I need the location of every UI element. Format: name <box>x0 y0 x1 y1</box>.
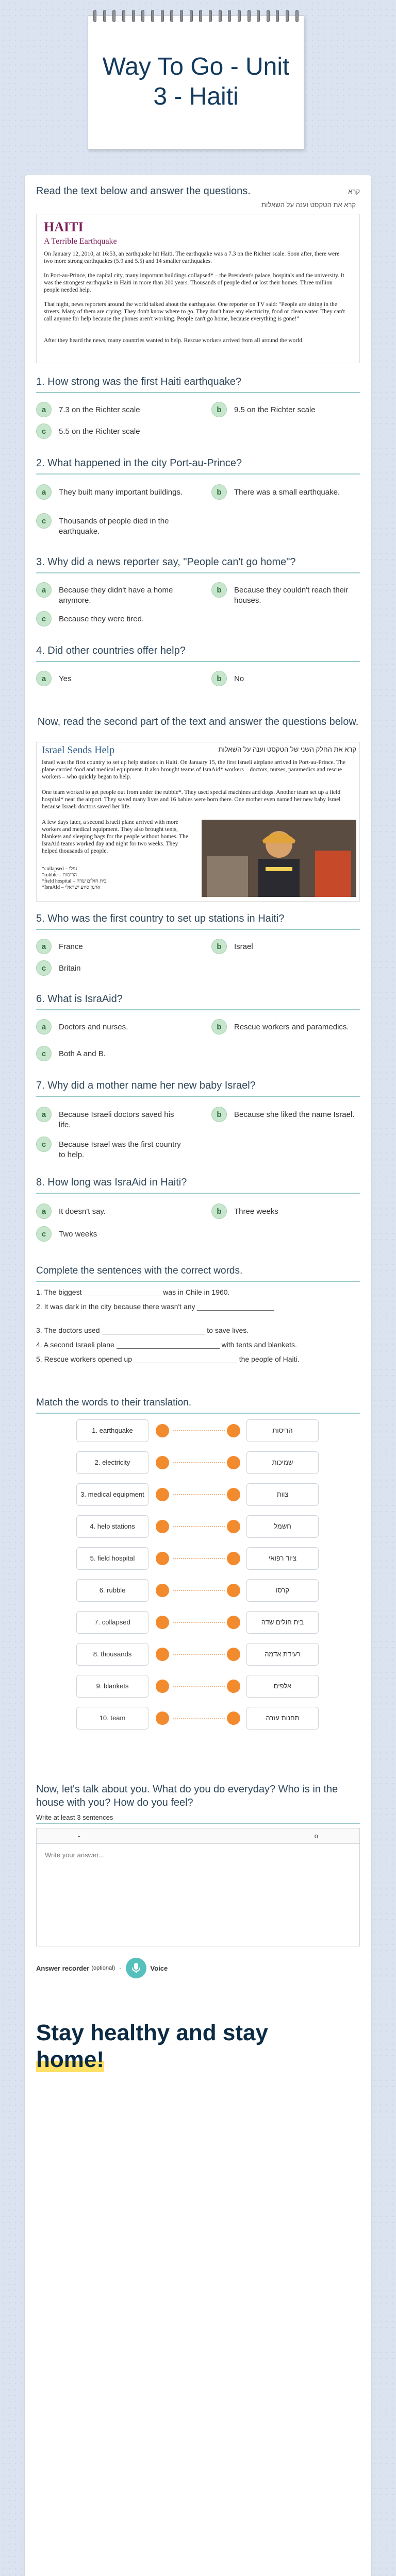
footer-message <box>36 2020 360 2073</box>
match-row <box>25 1578 371 1603</box>
part1-instruction-hebrew: קרא את הטקסט וענה על השאלות <box>261 201 356 209</box>
match-right-dot[interactable] <box>227 1584 240 1597</box>
match-left-dot[interactable] <box>156 1488 169 1501</box>
match-right-item[interactable]: קרסו <box>246 1579 319 1602</box>
blank-input[interactable] <box>102 1327 205 1334</box>
answer-recorder <box>36 1958 360 1978</box>
question-text: How strong was the first Haiti earthquake? <box>47 376 241 387</box>
passage-title: HAITI <box>44 219 84 234</box>
passage-subtitle: A Terrible Earthquake <box>44 237 117 246</box>
notepad-ring <box>257 10 260 22</box>
notepad-ring <box>219 10 222 22</box>
glossary-item: *rubble – הריסות <box>42 872 77 878</box>
match-connector <box>173 1558 225 1559</box>
match-left-dot[interactable] <box>156 1424 169 1437</box>
option-text: 7.3 on the Richter scale <box>59 405 140 414</box>
option-letter: c <box>36 611 52 626</box>
page-header <box>0 0 396 175</box>
option-text: Because they couldn't reach their houses. <box>234 586 349 605</box>
sentence-text: was in Chile in 1960. <box>163 1288 230 1296</box>
option-a[interactable] <box>36 939 186 954</box>
option-text: Two weeks <box>59 1230 97 1239</box>
question-number: 4. <box>36 645 45 656</box>
writing-prompt: Now, let's talk about you. What do you do everyday? Who is in the house with you? How do you feel? <box>36 1784 338 1808</box>
question-6 <box>36 993 360 1010</box>
match-row <box>25 1482 371 1507</box>
glossary-item: *collapsed – נפלו <box>42 866 77 872</box>
match-connector <box>173 1462 225 1463</box>
part1-instruction-hebrew-label: קרא <box>348 188 360 195</box>
passage-paragraph: That night, news reporters around the world talked about the earthquake. One reporter on TV said: "People are sitting in the streets. Many of them are crying. They don't know where to go. They don't have any electricity, food or clean water. They can't call anyone for help because the phones aren't working. People can't go home, because everything is gone!" <box>44 301 345 322</box>
question-rule <box>36 661 360 662</box>
option-c[interactable] <box>36 1226 186 1242</box>
match-connector <box>173 1686 225 1687</box>
question-number: 7. <box>36 1080 45 1091</box>
question-number: 2. <box>36 457 45 469</box>
option-b[interactable] <box>211 1107 361 1122</box>
passage-paragraph: One team worked to get people out from under the rubble*. They used special machines and dogs. Another team set up a field hospital* near the airport. They saved many lives and 16 babies were born there. One mother even named her new baby Israel because Israeli doctors saved her life. <box>42 789 341 810</box>
question-rule <box>36 929 360 930</box>
recorder-label: Answer recorder <box>36 1964 90 1972</box>
part2-instruction-hebrew: קרא את החלק השני של הטקסט וענה על השאלות <box>218 745 356 753</box>
toolbar-dash-button[interactable]: - <box>78 1832 80 1840</box>
match-connector <box>173 1654 225 1655</box>
question-2 <box>36 457 360 474</box>
match-connector <box>173 1622 225 1623</box>
option-c[interactable] <box>36 513 186 537</box>
match-left-item[interactable]: 1. earthquake <box>76 1419 148 1442</box>
passage-haiti <box>36 214 360 363</box>
option-letter: b <box>211 1204 227 1219</box>
option-text: Yes <box>59 674 72 683</box>
option-b[interactable] <box>211 1204 361 1219</box>
match-right-item[interactable]: חשמל <box>246 1515 319 1538</box>
recorder-voice-label: Voice <box>150 1964 168 1972</box>
question-rule <box>36 1009 360 1010</box>
match-connector <box>173 1430 225 1431</box>
match-left-dot[interactable] <box>156 1616 169 1629</box>
option-c[interactable] <box>36 960 186 976</box>
recorder-optional: (optional) <box>91 1965 116 1971</box>
question-4 <box>36 645 360 662</box>
sentence-1 <box>36 1288 360 1296</box>
option-text: Doctors and nurses. <box>59 1023 128 1031</box>
option-letter: a <box>36 484 52 500</box>
sentence-text: 1. The biggest <box>36 1288 82 1296</box>
match-right-dot[interactable] <box>227 1616 240 1629</box>
notepad-ring <box>122 10 125 22</box>
match-left-dot[interactable] <box>156 1711 169 1725</box>
question-text: Did other countries offer help? <box>47 645 186 656</box>
sentence-text: 5. Rescue workers opened up <box>36 1355 132 1363</box>
match-right-dot[interactable] <box>227 1648 240 1661</box>
question-number: 6. <box>36 993 45 1005</box>
option-b[interactable] <box>211 671 361 686</box>
match-row <box>25 1546 371 1571</box>
option-c[interactable] <box>36 1046 186 1061</box>
sentence-text: 3. The doctors used <box>36 1326 100 1334</box>
match-right-item[interactable]: בית חולים שדה <box>246 1611 319 1634</box>
match-right-item[interactable]: רעידת אדמה <box>246 1643 319 1666</box>
notepad-ring <box>228 10 231 22</box>
option-b[interactable] <box>211 939 361 954</box>
match-left-dot[interactable] <box>156 1552 169 1565</box>
notepad-ring <box>112 10 116 22</box>
match-left-item[interactable]: 6. rubble <box>76 1579 148 1602</box>
rescue-workers-photo <box>202 820 356 897</box>
match-row <box>25 1514 371 1539</box>
page-title: Way To Go - Unit 3 - Haiti <box>102 53 290 110</box>
matching-section <box>36 1397 360 1414</box>
option-text: Both A and B. <box>59 1049 106 1058</box>
option-letter: a <box>36 1019 52 1035</box>
option-text: Because they didn't have a home anymore. <box>59 586 173 605</box>
footer-line-2: home! <box>36 2047 104 2072</box>
question-rule <box>36 1096 360 1097</box>
option-letter: c <box>36 960 52 976</box>
option-letter: b <box>211 671 227 686</box>
option-letter: b <box>211 1019 227 1035</box>
match-left-item[interactable]: 5. field hospital <box>76 1547 148 1570</box>
match-right-item[interactable]: ציוד רפואי <box>246 1547 319 1570</box>
option-letter: a <box>36 1204 52 1219</box>
question-number: 5. <box>36 913 45 924</box>
option-letter: a <box>36 402 52 417</box>
section-rule <box>36 1823 360 1824</box>
option-a[interactable] <box>36 484 186 500</box>
sentence-text: to save lives. <box>207 1326 249 1334</box>
match-left-item[interactable]: 7. collapsed <box>76 1611 148 1634</box>
question-text: How long was IsraAid in Haiti? <box>47 1177 187 1188</box>
option-letter: a <box>36 582 52 598</box>
sentence-text: with tents and blankets. <box>221 1341 297 1349</box>
complete-heading: Complete the sentences with the correct words. <box>36 1265 243 1276</box>
option-c[interactable] <box>36 611 186 626</box>
sentence-text: 4. A second Israeli plane <box>36 1341 114 1349</box>
notepad-ring <box>93 10 96 22</box>
match-left-dot[interactable] <box>156 1584 169 1597</box>
notepad-ring <box>276 10 279 22</box>
question-number: 3. <box>36 556 45 568</box>
notepad-ring <box>199 10 202 22</box>
blank-input[interactable] <box>84 1289 161 1296</box>
match-left-item[interactable]: 3. medical equipment <box>76 1483 148 1506</box>
passage-paragraph: In Port-au-Prince, the capital city, many important buildings collapsed* – the President's palace, hospitals and the university. It was the strongest earthquake in Haiti in more than 200 years. Thousands of people died or lost their homes. Three million people needed help. <box>44 273 344 293</box>
question-text: What happened in the city Port-au-Prince? <box>47 457 242 469</box>
option-letter: c <box>36 1046 52 1061</box>
match-right-dot[interactable] <box>227 1456 240 1469</box>
match-left-dot[interactable] <box>156 1456 169 1469</box>
worksheet <box>25 175 371 2576</box>
match-row <box>25 1673 371 1699</box>
match-right-item[interactable]: צוות <box>246 1483 319 1506</box>
match-right-dot[interactable] <box>227 1552 240 1565</box>
option-letter: b <box>211 1107 227 1122</box>
notepad-ring <box>209 10 212 22</box>
notepad-ring <box>286 10 289 22</box>
sentence-3 <box>36 1326 360 1334</box>
match-connector <box>173 1494 225 1495</box>
question-rule <box>36 392 360 393</box>
match-left-item[interactable]: 2. electricity <box>76 1451 148 1474</box>
match-left-item[interactable]: 10. team <box>76 1707 148 1730</box>
microphone-icon <box>131 1962 141 1974</box>
option-letter: a <box>36 671 52 686</box>
match-row <box>25 1609 371 1635</box>
notepad-ring <box>103 10 106 22</box>
matching-heading: Match the words to their translation. <box>36 1397 191 1408</box>
option-text: 5.5 on the Richter scale <box>59 427 140 436</box>
recorder-dash: - <box>119 1964 122 1972</box>
microphone-button[interactable] <box>126 1958 146 1978</box>
question-text: Who was the first country to set up stations in Haiti? <box>47 913 285 924</box>
option-letter: b <box>211 484 227 500</box>
option-a[interactable] <box>36 402 186 417</box>
option-a[interactable] <box>36 1204 186 1219</box>
notepad-ring <box>190 10 193 22</box>
option-letter: c <box>36 423 52 439</box>
option-text: Because Israeli doctors saved his life. <box>59 1110 174 1129</box>
passage-title: Israel Sends Help <box>42 744 115 756</box>
option-text: Because she liked the name Israel. <box>234 1110 355 1119</box>
notepad-ring <box>151 10 154 22</box>
notepad-ring <box>238 10 241 22</box>
sentence-5 <box>36 1355 360 1363</box>
question-text: What is IsraAid? <box>47 993 123 1005</box>
option-c[interactable] <box>36 423 186 439</box>
sentence-4 <box>36 1341 360 1349</box>
title-notepad <box>88 15 304 149</box>
option-a[interactable] <box>36 671 186 686</box>
option-text: Rescue workers and paramedics. <box>234 1023 349 1031</box>
passage-israel-sends-help <box>36 742 360 902</box>
option-text: France <box>59 942 83 951</box>
match-right-dot[interactable] <box>227 1711 240 1725</box>
match-left-item[interactable]: 9. blankets <box>76 1675 148 1698</box>
match-right-item[interactable]: הריסות <box>246 1419 319 1442</box>
match-row <box>25 1418 371 1444</box>
section-rule <box>36 1413 360 1414</box>
match-right-item[interactable]: שמיכות <box>246 1451 319 1474</box>
match-right-item[interactable]: אלפים <box>246 1675 319 1698</box>
notepad-rings <box>93 10 299 22</box>
complete-section <box>36 1265 360 1282</box>
sentence-2 <box>36 1302 360 1311</box>
match-left-item[interactable]: 4. help stations <box>76 1515 148 1538</box>
notepad-ring <box>267 10 270 22</box>
editor-toolbar <box>36 1828 360 1843</box>
blank-input[interactable] <box>197 1303 274 1311</box>
question-3 <box>36 556 360 573</box>
question-text: Why did a news reporter say, "People can't go home"? <box>47 556 296 568</box>
option-letter: c <box>36 513 52 529</box>
option-text: It doesn't say. <box>59 1207 106 1216</box>
passage-paragraph: On January 12, 2010, at 16:53, an earthquake hit Haiti. The earthquake was a 7.3 on the Richter scale. Soon after, there were two more strong earthquakes (5.9 and 5.5) and 14 smaller earthquakes. <box>44 251 340 264</box>
notepad-ring <box>170 10 173 22</box>
question-number: 1. <box>36 376 45 387</box>
match-connector <box>173 1590 225 1591</box>
option-b[interactable] <box>211 402 361 417</box>
option-b[interactable] <box>211 484 361 500</box>
option-text: 9.5 on the Richter scale <box>234 405 316 414</box>
question-rule <box>36 1193 360 1194</box>
option-a[interactable] <box>36 1019 186 1035</box>
match-connector <box>173 1526 225 1527</box>
option-text: Britain <box>59 964 81 973</box>
notepad-ring <box>180 10 183 22</box>
match-right-dot[interactable] <box>227 1488 240 1501</box>
option-a[interactable] <box>36 1107 186 1130</box>
option-text: They built many important buildings. <box>59 488 183 497</box>
blank-input[interactable] <box>134 1356 237 1363</box>
glossary-item: *field hospital – בית חולים שדה <box>42 878 107 884</box>
glossary-item: *IsraAid – ארגון סיוע ישראלי <box>42 885 101 890</box>
sentence-text: the people of Haiti. <box>239 1355 300 1363</box>
match-right-item[interactable]: תחנות עזרה <box>246 1707 319 1730</box>
question-rule <box>36 572 360 573</box>
part2-instruction: Now, read the second part of the text and answer the questions below. <box>37 716 359 727</box>
sentence-text: 2. It was dark in the city because there wasn't any <box>36 1302 195 1311</box>
option-letter: b <box>211 582 227 598</box>
match-left-dot[interactable] <box>156 1648 169 1661</box>
option-letter: b <box>211 939 227 954</box>
match-right-dot[interactable] <box>227 1680 240 1693</box>
match-right-dot[interactable] <box>227 1424 240 1437</box>
option-letter: a <box>36 939 52 954</box>
match-connector <box>173 1718 225 1719</box>
option-text: No <box>234 674 244 683</box>
option-text: Because Israel was the first country to help. <box>59 1140 181 1159</box>
question-8 <box>36 1177 360 1194</box>
notepad-ring <box>141 10 144 22</box>
option-text: Because they were tired. <box>59 615 144 623</box>
question-rule <box>36 473 360 474</box>
match-right-dot[interactable] <box>227 1520 240 1533</box>
option-letter: c <box>36 1137 52 1152</box>
option-letter: a <box>36 1107 52 1122</box>
match-left-dot[interactable] <box>156 1680 169 1693</box>
option-c[interactable] <box>36 1137 186 1160</box>
option-text: There was a small earthquake. <box>234 488 340 497</box>
footer-line-1: Stay healthy and stay <box>36 2020 268 2045</box>
question-text: Why did a mother name her new baby Israel? <box>47 1080 256 1091</box>
match-row <box>25 1705 371 1731</box>
match-left-item[interactable]: 8. thousands <box>76 1643 148 1666</box>
passage-paragraph: A few days later, a second Israeli plane arrived with more workers and medical equipment. They also brought tents, blankets and sleeping bags for the people without homes. The IsraAid teams worked day and night for two weeks. They helped thousands of people. <box>42 819 189 854</box>
match-left-dot[interactable] <box>156 1520 169 1533</box>
match-row <box>25 1450 371 1476</box>
section-rule <box>36 1281 360 1282</box>
option-a[interactable] <box>36 582 186 606</box>
question-number: 8. <box>36 1177 45 1188</box>
blank-input[interactable] <box>117 1342 220 1349</box>
notepad-ring <box>295 10 299 22</box>
notepad-ring <box>161 10 164 22</box>
option-text: Three weeks <box>234 1207 278 1216</box>
option-b[interactable] <box>211 582 361 606</box>
rescue-worker-illustration <box>202 820 356 897</box>
option-letter: b <box>211 402 227 417</box>
toolbar-circle-button[interactable]: o <box>314 1832 318 1840</box>
matching-area <box>25 1418 371 1748</box>
question-7 <box>36 1080 360 1097</box>
option-text: Thousands of people died in the earthquake. <box>59 517 169 536</box>
option-b[interactable] <box>211 1019 361 1035</box>
match-row <box>25 1641 371 1667</box>
writing-sublabel: Write at least 3 sentences <box>36 1814 113 1821</box>
option-letter: c <box>36 1226 52 1242</box>
glossary <box>42 866 191 891</box>
passage-paragraph: Israel was the first country to set up help stations in Haiti. On January 15, the first Israeli airplane arrived in Port-au-Prince. The plane carried food and medical equipment. It also brought teams of IsraAid* workers – doctors, nurses, paramedics and rescue workers – who quickly began to help. <box>42 759 345 780</box>
notepad-ring <box>132 10 135 22</box>
answer-textarea[interactable] <box>36 1843 360 1946</box>
question-1 <box>36 376 360 393</box>
notepad-ring <box>248 10 251 22</box>
part1-instruction: Read the text below and answer the questions. <box>36 185 251 197</box>
question-5 <box>36 913 360 930</box>
option-text: Israel <box>234 942 253 951</box>
passage-paragraph: After they heard the news, many countries wanted to help. Rescue workers arrived from all around the world. <box>44 337 304 344</box>
